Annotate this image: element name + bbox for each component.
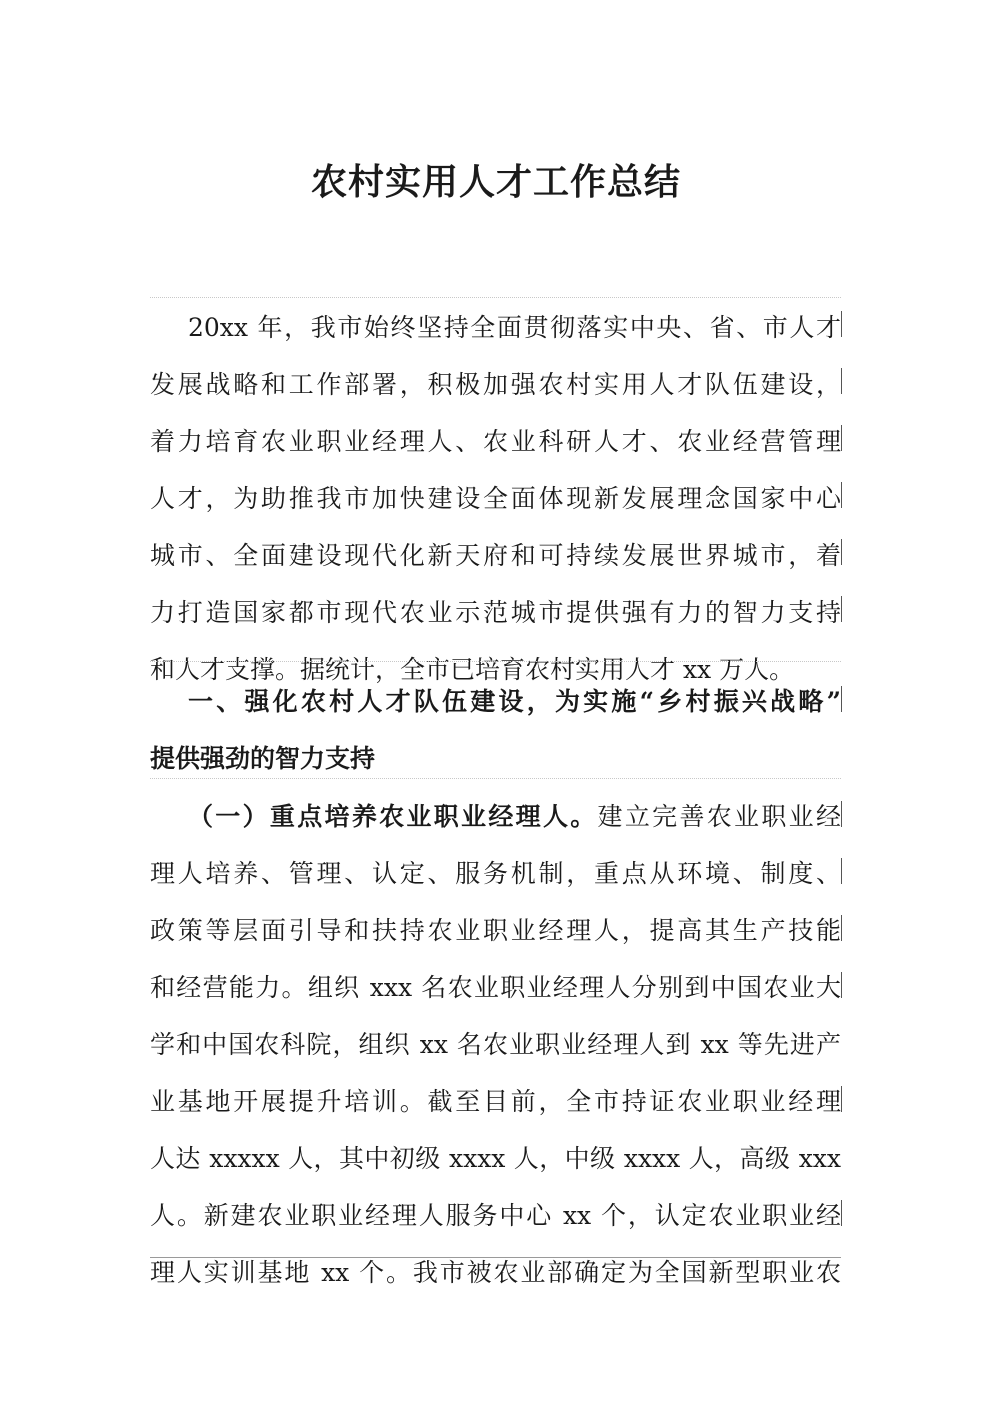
paragraph-text: 建立完善农业职业经 [597, 802, 841, 831]
paragraph-line: 人才，为助推我市加快建设全面体现新发展理念国家中心 [150, 484, 841, 513]
paragraph-line: 和经营能力。组织 xxx 名农业职业经理人分别到中国农业大 [150, 973, 841, 1002]
line-end-mark [841, 686, 842, 712]
heading-line: 一、强化农村人才队伍建设，为实施“乡村振兴战略” [188, 687, 841, 716]
line-end-mark [841, 858, 842, 884]
paragraph-line: 理人培养、管理、认定、服务机制，重点从环境、制度、 [150, 859, 841, 888]
section-heading [150, 673, 841, 787]
divider [150, 778, 841, 779]
line-end-mark [841, 425, 842, 451]
line-end-mark [841, 539, 842, 565]
paragraph-line: 人达 xxxxx 人，其中初级 xxxx 人，中级 xxxx 人，高级 xxx [150, 1144, 841, 1173]
line-end-mark [841, 311, 842, 337]
paragraph-line: 和人才支撑。据统计，全市已培育农村实用人才 xx 万人。 [150, 655, 795, 684]
divider [150, 661, 841, 662]
line-end-mark [841, 482, 842, 508]
paragraph-line: 发展战略和工作部署，积极加强农村实用人才队伍建设， [150, 370, 841, 399]
paragraph-line: 理人实训基地 xx 个。我市被农业部确定为全国新型职业农 [150, 1258, 841, 1287]
paragraph-line: 业基地开展提升培训。截至目前，全市持证农业职业经理 [150, 1087, 841, 1116]
line-end-mark [841, 1200, 842, 1226]
divider [150, 297, 841, 298]
page-title: 农村实用人才工作总结 [310, 161, 681, 203]
line-end-mark [841, 915, 842, 941]
paragraph-line: 着力培育农业职业经理人、农业科研人才、农业经营管理 [150, 427, 841, 456]
paragraph-line: 政策等层面引导和扶持农业职业经理人，提高其生产技能 [150, 916, 841, 945]
paragraph-line: 学和中国农科院，组织 xx 名农业职业经理人到 xx 等先进产 [150, 1030, 841, 1059]
page-bottom-rule [150, 1257, 841, 1258]
paragraph-line [150, 788, 841, 845]
heading-line: 提供强劲的智力支持 [150, 744, 376, 773]
line-end-mark [841, 368, 842, 394]
paragraph-line: 力打造国家都市现代农业示范城市提供强有力的智力支持 [150, 598, 841, 627]
line-end-mark [841, 596, 842, 622]
line-end-mark [841, 801, 842, 827]
subsection-paragraph [150, 788, 841, 1301]
paragraph-line: 人。新建农业职业经理人服务中心 xx 个，认定农业职业经 [150, 1201, 841, 1230]
paragraph-line: 20xx 年，我市始终坚持全面贯彻落实中央、省、市人才 [188, 313, 841, 342]
line-end-mark [841, 1086, 842, 1112]
subsection-lead: （一）重点培养农业职业经理人。 [188, 802, 598, 831]
paragraph-line: 城市、全面建设现代化新天府和可持续发展世界城市，着 [150, 541, 841, 570]
line-end-mark [841, 972, 842, 998]
intro-paragraph [150, 299, 841, 698]
